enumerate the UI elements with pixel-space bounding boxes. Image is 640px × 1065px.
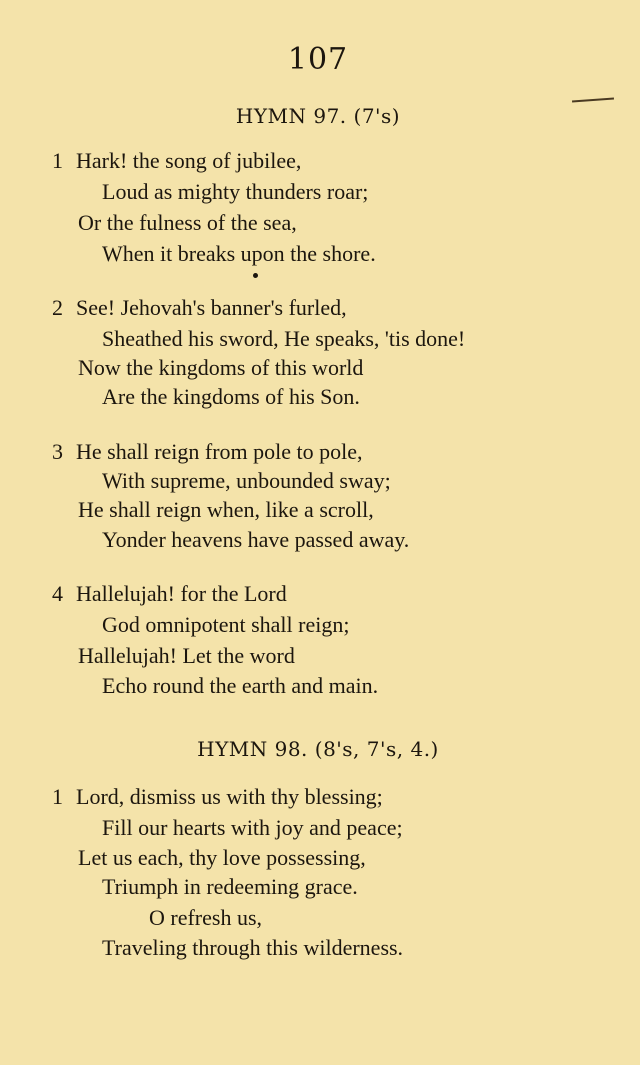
verse-number: 1 [52,784,63,809]
verse-number: 3 [52,439,63,464]
verse-line: He shall reign when, like a scroll, [78,497,374,522]
verse-text: Hallelujah! for the Lord [76,581,287,606]
verse-line: Are the kingdoms of his Son. [102,384,360,409]
verse-line: O refresh us, [149,905,263,930]
verse-line [52,295,347,321]
verse-line [52,581,287,607]
verse-line [52,439,363,465]
verse-line: When it breaks upon the shore. [102,241,376,266]
verse-line: Echo round the earth and main. [102,673,379,698]
verse-text: See! Jehovah's banner's furled, [76,295,347,320]
verse-line: Or the fulness of the sea, [78,210,297,235]
verse-text: Lord, dismiss us with thy blessing; [76,784,383,809]
verse-line: Now the kingdoms of this world [78,355,364,380]
verse-text: Hark! the song of jubilee, [76,148,302,173]
ink-dot [253,273,258,278]
verse-line: Traveling through this wilderness. [102,935,404,960]
hymn-title: HYMN 98. (8's, 7's, 4.) [197,737,439,761]
page-number: 107 [287,42,349,77]
verse-line: With supreme, unbounded sway; [102,468,391,493]
verse-number: 4 [52,581,63,606]
ink-mark [572,98,614,103]
verse-line [52,784,383,810]
verse-line: Loud as mighty thunders roar; [102,179,369,204]
verse-line: God omnipotent shall reign; [102,612,350,637]
verse-number: 2 [52,295,63,320]
verse-line: Yonder heavens have passed away. [102,527,410,552]
verse-line: Let us each, thy love possessing, [78,845,366,870]
verse-number: 1 [52,148,63,173]
verse-line: Sheathed his sword, He speaks, 'tis done! [102,326,466,351]
verse-line: Fill our hearts with joy and peace; [102,815,403,840]
hymn-title: HYMN 97. (7's) [235,104,401,128]
verse-text: He shall reign from pole to pole, [76,439,363,464]
verse-line: Hallelujah! Let the word [78,643,295,668]
verse-line: Triumph in redeeming grace. [102,874,358,899]
verse-line [52,148,301,174]
